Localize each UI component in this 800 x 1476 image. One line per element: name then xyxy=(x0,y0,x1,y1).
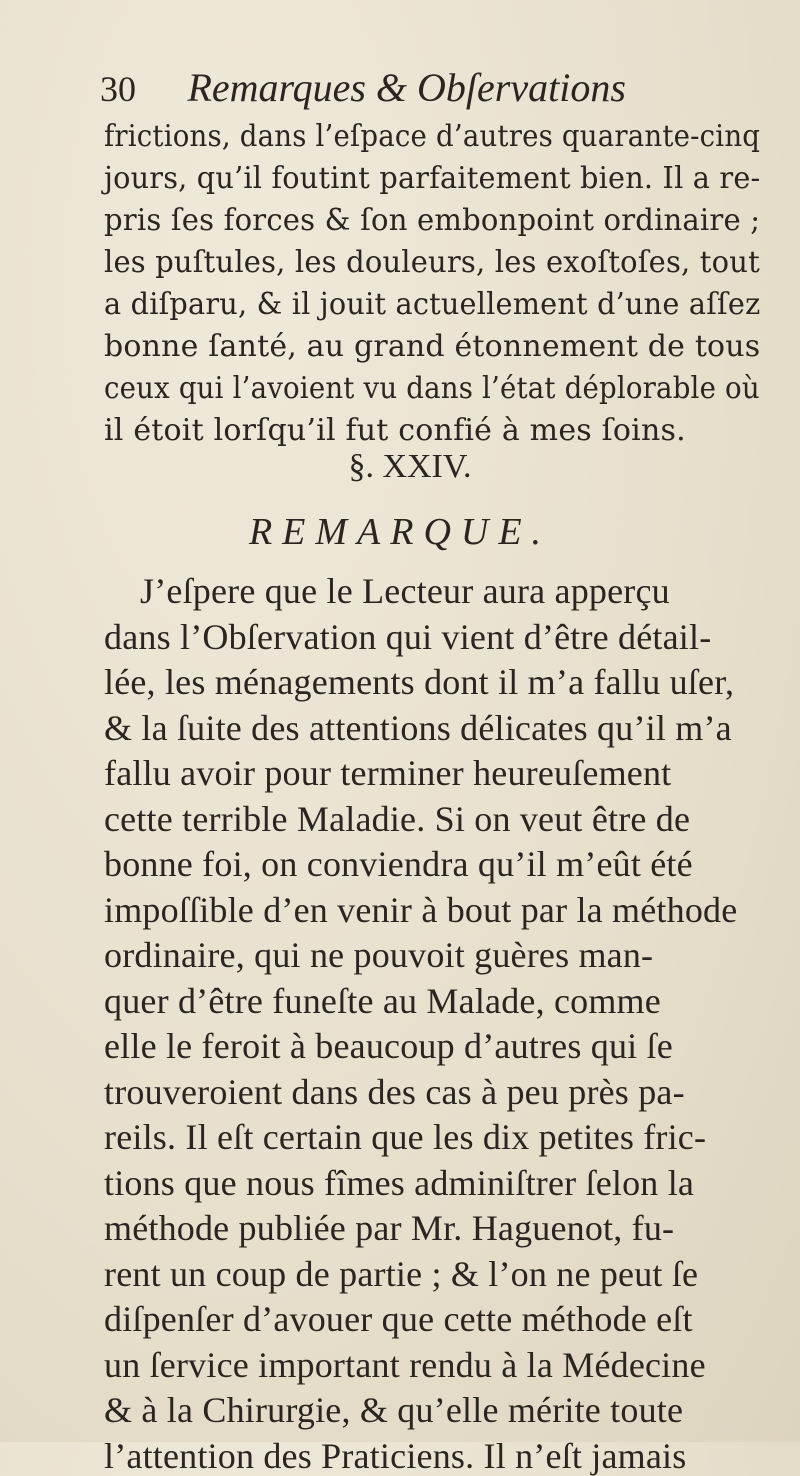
text-line: quer d’être funeſte au Malade, comme xyxy=(104,981,661,1021)
text-line: a diſparu, & il jouit actuellement d’une aſſez xyxy=(104,287,761,322)
text-line: les puſtules, les douleurs, les exoſtoſes, tout xyxy=(104,245,760,280)
text-line: lée, les ménagements dont il m’a fallu uſer, xyxy=(104,662,735,702)
text-line: trouveroient dans des cas à peu près pa- xyxy=(104,1072,685,1112)
section-heading: REMARQUE. xyxy=(248,511,552,553)
text-line: elle le feroit à beaucoup d’autres qui ſe xyxy=(104,1026,673,1066)
text-line: ceux qui l’avoient vu dans l’état déplorable où xyxy=(104,371,760,406)
text-line: jours, qu’il foutint parfaitement bien. Il a re- xyxy=(104,161,761,196)
text-line: bonne ſanté, au grand étonnement de tous xyxy=(104,329,761,364)
text-line: diſpenſer d’avouer que cette méthode eſt xyxy=(104,1299,693,1339)
text-line: un ſervice important rendu à la Médecine xyxy=(104,1345,706,1385)
text-line: fallu avoir pour terminer heureuſement xyxy=(104,753,672,793)
text-line: frictions, dans l’eſpace d’autres quarante-cinq xyxy=(104,119,761,154)
text-line: reils. Il eſt certain que les dix petites fric- xyxy=(104,1117,707,1157)
running-title: Remarques & Obſervations xyxy=(187,65,626,110)
text-line: impoſſible d’en venir à bout par la méthode xyxy=(104,890,738,930)
text-line: J’eſpere que le Lecteur aura apperçu xyxy=(140,571,670,611)
text-line: rent un coup de partie ; & l’on ne peut ſe xyxy=(104,1254,699,1294)
text-line: l’attention des Praticiens. Il n’eſt jamais xyxy=(104,1436,687,1476)
text-line: méthode publiée par Mr. Haguenot, fu- xyxy=(104,1208,675,1248)
text-line: & la ſuite des attentions délicates qu’il m’a xyxy=(104,708,732,748)
text-line: bonne foi, on conviendra qu’il m’eût été xyxy=(104,844,693,884)
running-header xyxy=(100,65,740,110)
text-line: cette terrible Maladie. Si on veut être de xyxy=(104,799,691,839)
text-line: tions que nous fîmes adminiſtrer ſelon la xyxy=(104,1163,695,1203)
section-number: §. XXIV. xyxy=(348,448,472,485)
page-number: 30 xyxy=(100,69,136,109)
text-line: ordinaire, qui ne pouvoit guères man- xyxy=(104,935,654,975)
text-line: dans l’Obſervation qui vient d’être détail- xyxy=(104,617,712,657)
text-line: il étoit lorſqu’il fut confié à mes ſoins. xyxy=(104,413,686,448)
text-line: & à la Chirurgie, & qu’elle mérite toute xyxy=(104,1390,684,1430)
text-line: pris ſes forces & ſon embonpoint ordinaire ; xyxy=(104,203,761,238)
